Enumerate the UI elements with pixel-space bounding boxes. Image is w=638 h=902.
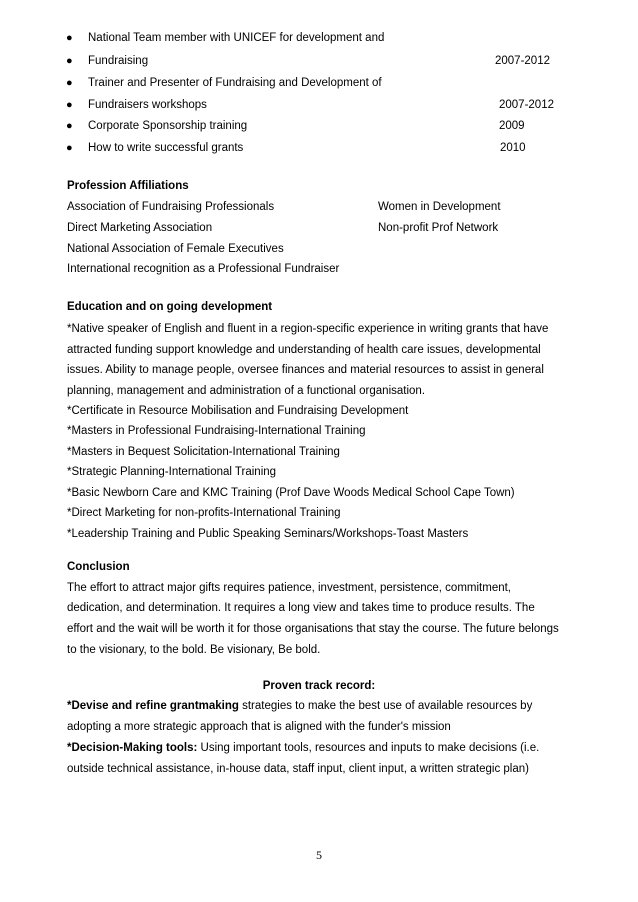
- bullet-icon: ●: [66, 32, 73, 44]
- bullet-item: [66, 142, 566, 162]
- affiliation-right: Women in Development: [378, 201, 501, 213]
- bullet-item: [66, 99, 566, 119]
- bullet-year: 2007-2012: [495, 55, 550, 67]
- bullet-text: Fundraising: [88, 55, 149, 67]
- bullet-item: [66, 77, 566, 97]
- section-heading-affiliations: Profession Affiliations: [67, 180, 189, 192]
- education-line: *Certificate in Resource Mobilisation and Fundraising Development: [67, 405, 409, 417]
- education-line: issues. Ability to manage people, oversee finances and material resources to assist in general: [67, 364, 544, 376]
- education-line: *Masters in Professional Fundraising-International Training: [67, 425, 366, 437]
- education-line: *Strategic Planning-International Training: [67, 466, 277, 478]
- bullet-icon: ●: [66, 55, 73, 67]
- education-line: *Direct Marketing for non-profits-International Training: [67, 507, 341, 519]
- bullet-text: Fundraisers workshops: [88, 99, 207, 111]
- bullet-icon: ●: [66, 77, 73, 89]
- track-item-text: strategies to make the best use of available resources by: [238, 700, 533, 712]
- affiliation-left: National Association of Female Executives: [67, 243, 284, 255]
- education-line: *Basic Newborn Care and KMC Training (Prof Dave Woods Medical School Cape Town): [67, 487, 515, 499]
- track-item-continued: adopting a more strategic approach that is aligned with the funder's mission: [67, 721, 451, 733]
- conclusion-line: to the visionary, to the bold. Be visionary, Be bold.: [67, 644, 321, 656]
- track-item-continued: outside technical assistance, in-house data, staff input, client input, a written strategic plan): [67, 763, 529, 775]
- affiliation-left: Direct Marketing Association: [67, 222, 213, 234]
- bullet-icon: ●: [66, 142, 73, 154]
- education-line: planning, management and administration of a functional organisation.: [67, 385, 426, 397]
- education-line: *Native speaker of English and fluent in a region-specific experience in writing grants that have: [67, 323, 549, 335]
- section-heading-conclusion: Conclusion: [67, 561, 130, 573]
- bullet-year: 2010: [500, 142, 526, 154]
- bullet-text: Trainer and Presenter of Fundraising and Development of: [88, 77, 382, 89]
- affiliation-right: Non-profit Prof Network: [378, 222, 499, 234]
- bullet-year: 2007-2012: [499, 99, 554, 111]
- bullet-icon: ●: [66, 120, 73, 132]
- page-number: 5: [316, 848, 322, 862]
- conclusion-line: dedication, and determination. It requires a long view and takes time to produce results. The: [67, 602, 535, 614]
- bullet-item: [66, 55, 566, 75]
- bullet-year: 2009: [499, 120, 525, 132]
- track-item: [67, 742, 539, 754]
- bullet-text: Corporate Sponsorship training: [88, 120, 248, 132]
- affiliation-left: Association of Fundraising Professionals: [67, 201, 275, 213]
- bullet-item: [66, 120, 566, 140]
- bullet-icon: ●: [66, 99, 73, 111]
- section-heading-track-record: Proven track record:: [262, 680, 376, 692]
- bullet-text: National Team member with UNICEF for development and: [88, 32, 385, 44]
- track-item-text: Using important tools, resources and inputs to make decisions (i.e.: [197, 742, 540, 754]
- education-line: attracted funding support knowledge and understanding of health care issues, developmental: [67, 344, 541, 356]
- track-item: [67, 700, 532, 712]
- track-item-lead: *Decision-Making tools:: [67, 742, 198, 754]
- track-item-lead: *Devise and refine grantmaking: [67, 700, 239, 712]
- bullet-item: [66, 32, 566, 52]
- conclusion-line: effort and the wait will be worth it for those organisations that stay the course. The future belongs: [67, 623, 559, 635]
- education-line: *Masters in Bequest Solicitation-International Training: [67, 446, 340, 458]
- education-line: *Leadership Training and Public Speaking Seminars/Workshops-Toast Masters: [67, 528, 469, 540]
- bullet-text: How to write successful grants: [88, 142, 244, 154]
- conclusion-line: The effort to attract major gifts requires patience, investment, persistence, commitment,: [67, 582, 512, 594]
- affiliation-left: International recognition as a Professional Fundraiser: [67, 263, 340, 275]
- section-heading-education: Education and on going development: [67, 301, 273, 313]
